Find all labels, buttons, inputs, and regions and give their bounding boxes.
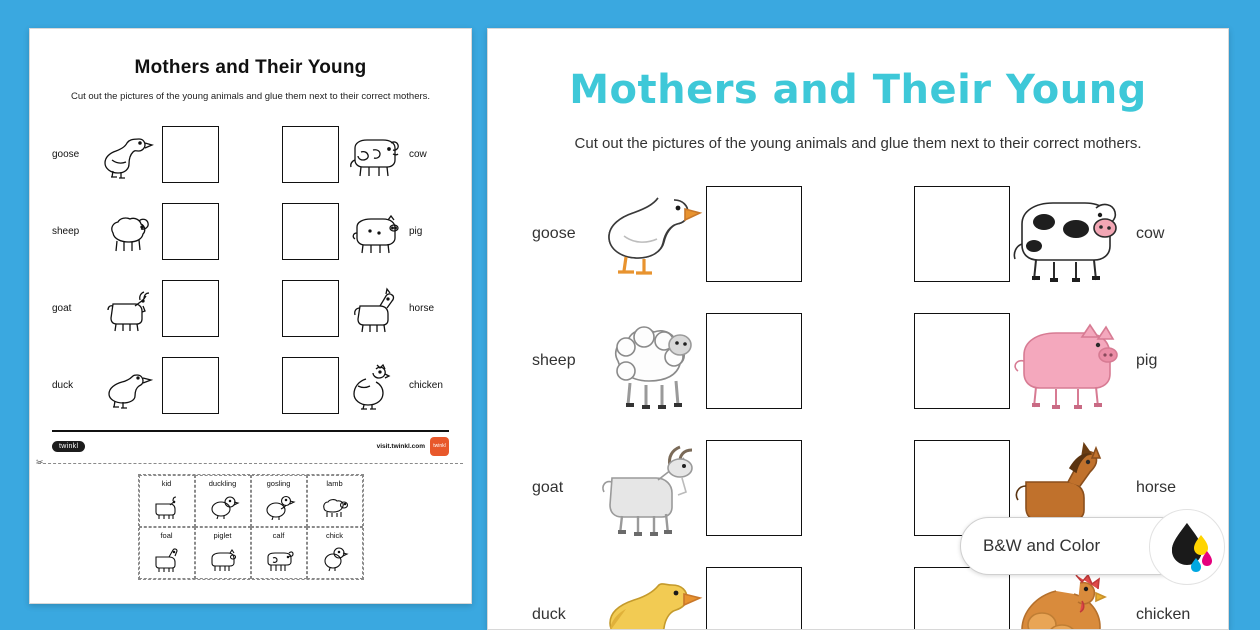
kid-goat-icon [150,488,184,526]
bw-footer [30,432,471,456]
cutout-cell[interactable] [307,475,363,527]
bw-animal-label: duck [52,380,74,391]
instructions: Cut out the pictures of the young animals and glue them next to their correct mothers. [574,135,1142,152]
cow-icon [1010,182,1122,286]
cutout-label: lamb [326,479,343,488]
bw-glue-box[interactable] [162,203,219,260]
animal-label: goat [532,478,564,496]
bw-animal-label: chicken [409,380,443,391]
badge-label: B&W and Color [983,536,1101,555]
animal-label: chicken [1136,605,1191,623]
duck-icon [594,563,706,630]
cutout-cell[interactable] [251,527,307,579]
glue-box[interactable] [706,440,802,536]
duckling-icon [206,488,240,526]
animal-label: sheep [532,351,576,369]
bw-glue-box[interactable] [282,357,339,414]
gosling-icon [262,488,296,526]
bw-animal-label: goose [52,149,80,160]
match-row [532,297,1184,424]
cutout-cell[interactable] [251,475,307,527]
cutout-label: kid [161,479,172,488]
animal-label: goose [532,224,576,242]
cutout-cell[interactable] [195,527,251,579]
twinkl-badge-icon: twinkl [430,437,449,456]
sheep-icon [98,205,156,259]
calf-icon [262,540,296,578]
bw-glue-box[interactable] [162,280,219,337]
goat-icon [98,282,156,336]
piglet-icon [206,540,240,578]
glue-box[interactable] [914,567,1010,630]
footer-url: visit.twinkl.com [376,443,425,450]
bw-glue-box[interactable] [162,126,219,183]
cutout-cell[interactable] [195,475,251,527]
goose-icon [98,128,156,182]
ink-drop-icon [1149,509,1225,585]
bw-worksheet-preview[interactable] [29,28,472,604]
bw-glue-box[interactable] [162,357,219,414]
bw-page-title: Mothers and Their Young [134,57,367,78]
sheep-icon [594,309,706,413]
foal-icon [150,540,184,578]
chicken-icon [345,359,403,413]
cutout-label: foal [160,531,173,540]
animal-label: cow [1136,224,1165,242]
pig-icon [345,205,403,259]
bw-animal-label: sheep [52,226,80,237]
cutout-cell[interactable] [307,527,363,579]
twinkl-logo: twinkl [52,441,85,452]
match-row [532,170,1184,297]
bw-match-row [52,116,449,193]
glue-box[interactable] [914,313,1010,409]
bw-glue-box[interactable] [282,203,339,260]
bw-glue-box[interactable] [282,280,339,337]
glue-box[interactable] [706,186,802,282]
chick-icon [318,540,352,578]
glue-box[interactable] [914,186,1010,282]
animal-label: duck [532,605,566,623]
cutout-label: gosling [266,479,291,488]
bw-animal-label: pig [409,226,423,237]
cutout-cell[interactable] [139,527,195,579]
animal-label: horse [1136,478,1177,496]
cutout-cell[interactable] [139,475,195,527]
cut-here-dashed-line [36,457,463,467]
glue-box[interactable] [706,567,802,630]
bw-glue-box[interactable] [282,126,339,183]
cow-icon [345,128,403,182]
bw-and-color-badge[interactable] [960,517,1222,575]
bw-animal-label: cow [409,149,427,160]
duck-icon [98,359,156,413]
bw-match-row [52,270,449,347]
scissors-icon: ✂ [36,457,44,467]
bw-match-row [52,347,449,424]
lamb-icon [318,488,352,526]
bw-instructions: Cut out the pictures of the young animals and glue them next to their correct mothers. [70,91,431,102]
bw-match-row [52,193,449,270]
goat-icon [594,436,706,540]
bw-animal-label: goat [52,303,72,314]
cutout-label: piglet [213,531,232,540]
animal-label: pig [1136,351,1158,369]
bw-match-grid [30,116,471,424]
bw-animal-label: horse [409,303,435,314]
page-title: Mothers and Their Young [569,67,1147,113]
pig-icon [1010,309,1122,413]
cutout-label: calf [272,531,285,540]
cutout-grid [138,474,364,580]
cutout-label: duckling [208,479,237,488]
horse-icon [345,282,403,336]
glue-box[interactable] [706,313,802,409]
cutout-label: chick [325,531,344,540]
goose-icon [594,182,706,286]
